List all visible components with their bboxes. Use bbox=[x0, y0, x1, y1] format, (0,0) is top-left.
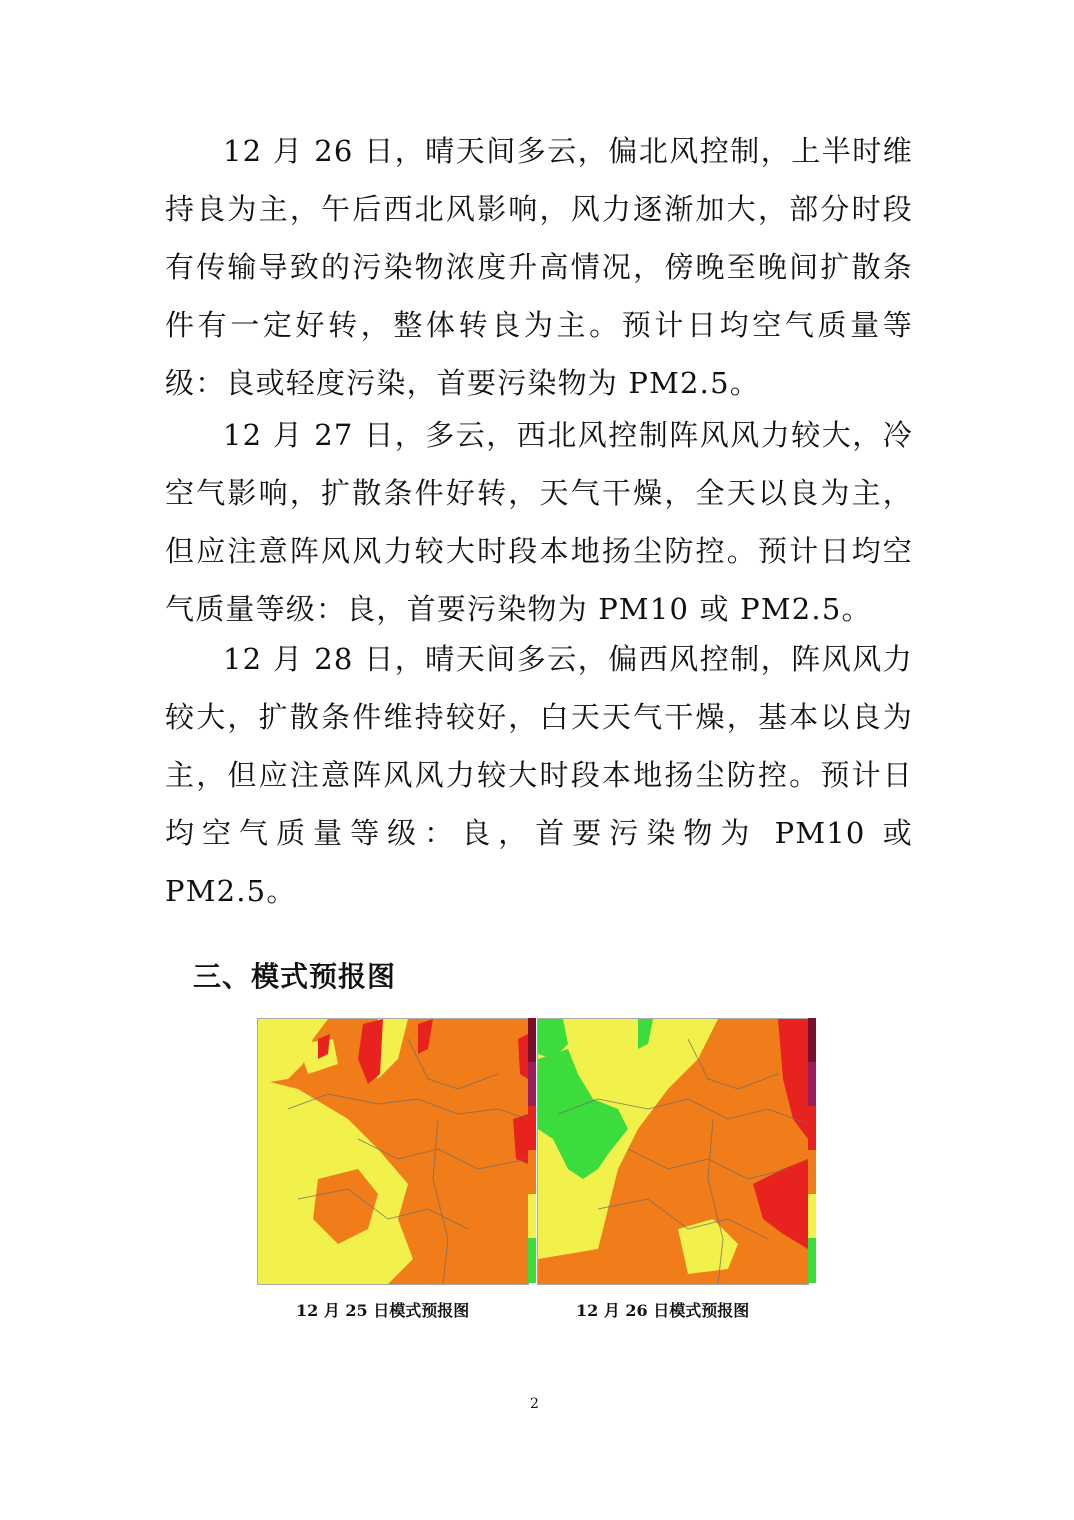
forecast-paragraph-dec26: 12 月 26 日，晴天间多云，偏北风控制，上半时维持良为主，午后西北风影响，风力逐渐加大，部分时段有传输导致的污染物浓度升高情况，傍晚至晚间扩散条件有一定好转，整体转良为主。预计日均空气质量等级：良或轻度污染，首要污染物为 PM2.5。 bbox=[165, 134, 913, 400]
section-heading: 三、模式预报图 bbox=[193, 960, 397, 993]
figure-caption: 12 月 26 日模式预报图 bbox=[576, 1301, 750, 1320]
forecast-map-image bbox=[538, 1019, 808, 1284]
page-number: 2 bbox=[530, 1396, 539, 1412]
color-scale-bar bbox=[808, 1018, 816, 1283]
forecast-map-dec26 bbox=[537, 1018, 809, 1285]
forecast-paragraph-dec28: 12 月 28 日，晴天间多云，偏西风控制，阵风风力较大，扩散条件维持较好，白天天气干燥，基本以良为主，但应注意阵风风力较大时段本地扬尘防控。预计日均空气质量等级：良，首要污染物为 PM10 或 PM2.5。 bbox=[165, 642, 913, 908]
forecast-map-dec25 bbox=[257, 1018, 529, 1285]
color-scale-bar bbox=[528, 1018, 536, 1283]
forecast-map-image bbox=[258, 1019, 528, 1284]
figure-caption: 12 月 25 日模式预报图 bbox=[296, 1301, 470, 1320]
forecast-paragraph-dec27: 12 月 27 日，多云，西北风控制阵风风力较大，冷空气影响，扩散条件好转，天气干燥，全天以良为主，但应注意阵风风力较大时段本地扬尘防控。预计日均空气质量等级：良，首要污染物为 PM10 或 PM2.5。 bbox=[165, 418, 913, 626]
